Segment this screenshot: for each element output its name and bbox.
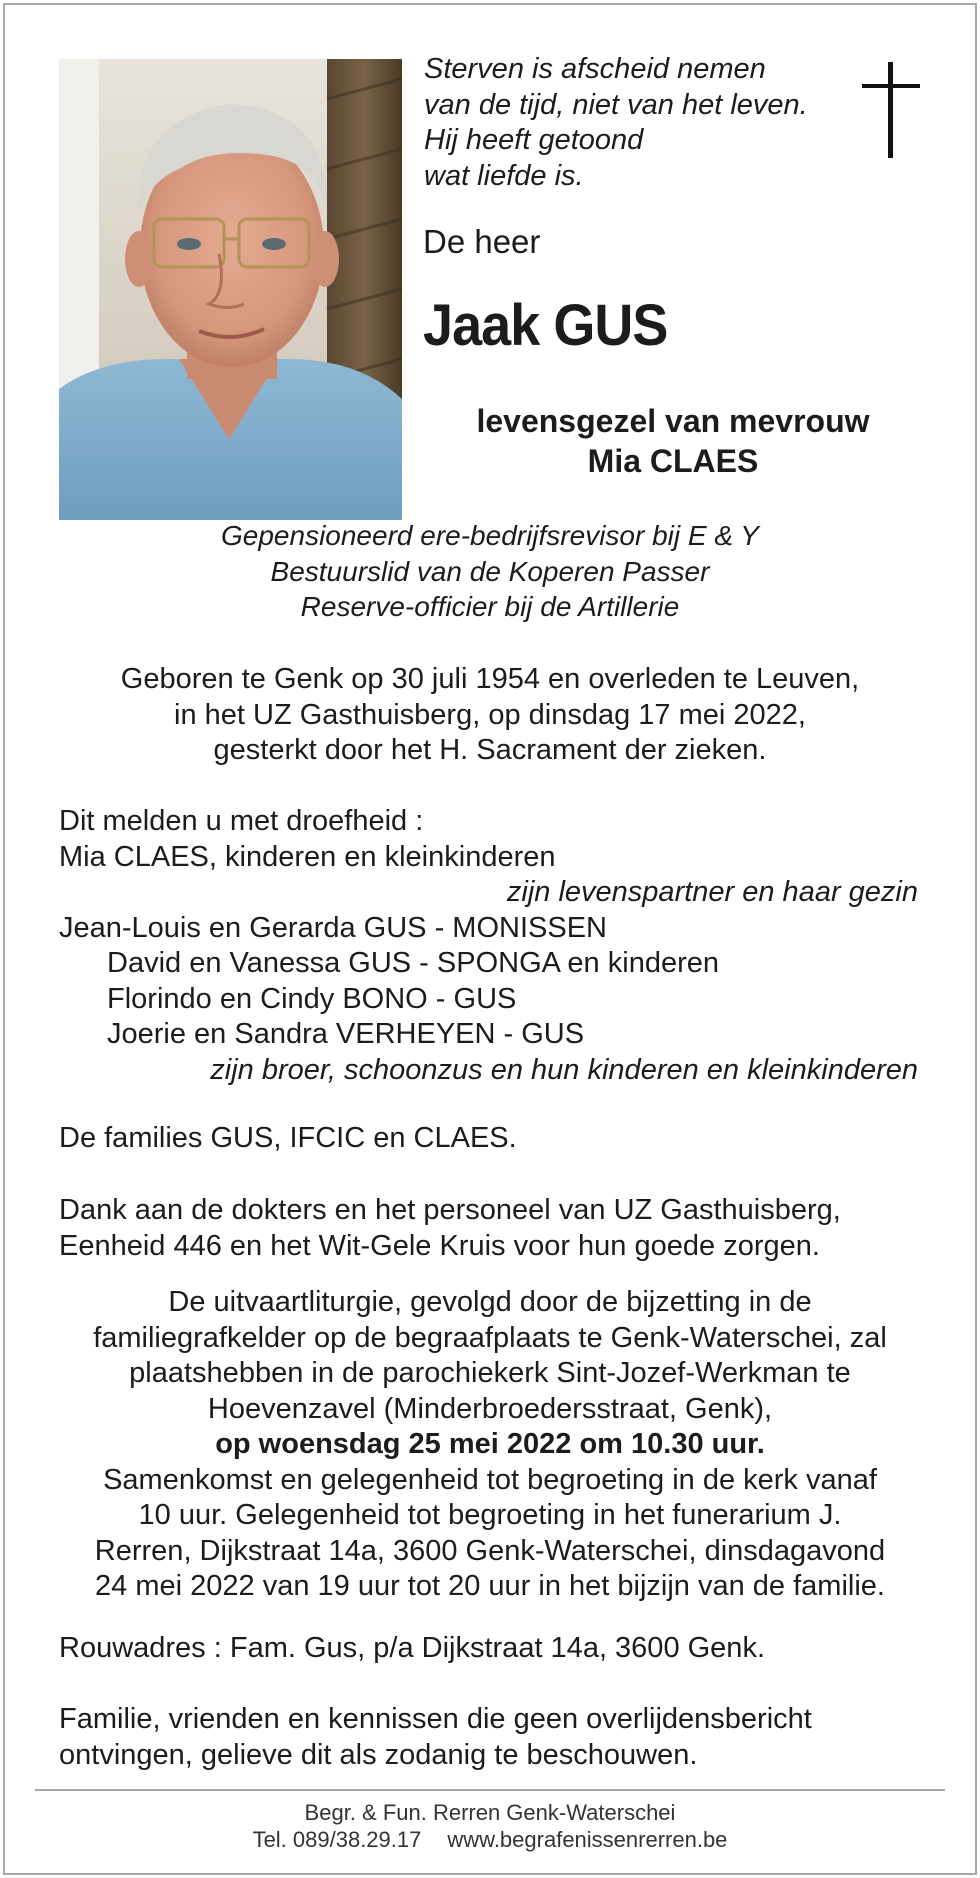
thanks-line: Eenheid 446 en het Wit-Gele Kruis voor hun goede zorgen. [59,1229,820,1262]
mourners-list [59,804,918,1088]
closing-line: ontvingen, gelieve dit als zodanig te beschouwen. [59,1738,698,1771]
mourner-partner: Mia CLAES, kinderen en kleinkinderen [59,840,556,873]
footer-company: Begr. & Fun. Rerren Genk-Waterschei [304,1800,676,1825]
mourner-caption: zijn levenspartner en haar gezin [506,876,918,908]
mourning-address: Rouwadres : Fam. Gus, p/a Dijkstraat 14a, 3600 Genk. [59,1632,765,1664]
footer-phone: Tel. 089/38.29.17 [252,1827,422,1852]
closing-note [59,1702,939,1773]
funeral-line: Samenkomst en gelegenheid tot begroeting in de kerk vanaf [103,1463,877,1496]
birth-death-info [0,662,980,769]
role-line: Bestuurslid van de Koperen Passer [270,555,710,587]
funeral-info [0,1285,980,1605]
funeral-line: De uitvaartliturgie, gevolgd door de bijzetting in de [168,1286,812,1318]
funeral-date: op woensdag 25 mei 2022 om 10.30 uur. [215,1428,765,1460]
mourner-caption: zijn broer, schoonzus en hun kinderen en kleinkinderen [210,1053,918,1086]
mourners-intro: Dit melden u met droefheid : [59,805,424,837]
born-line: in het UZ Gasthuisberg, op dinsdag 17 mei 2022, [174,698,806,731]
mourner-child: Joerie en Sandra VERHEYEN - GUS [107,1018,585,1050]
poem [424,52,808,194]
poem-line: wat liefde is. [424,159,584,192]
thanks-line: Dank aan de dokters en het personeel van UZ Gasthuisberg, [59,1194,841,1226]
funeral-line: 10 uur. Gelegenheid tot begroeting in het funerarium J. [138,1499,842,1531]
partner-info [424,401,922,481]
funeral-line: Rerren, Dijkstraat 14a, 3600 Genk-Waterschei, dinsdagavond [94,1534,886,1567]
honorific: De heer [423,223,541,260]
role-line: Gepensioneerd ere-bedrijfsrevisor bij E & Y [221,520,759,551]
funeral-line: familiegrafkelder op de begraafplaats te Genk-Waterschei, zal [93,1321,887,1354]
portrait-photo [59,59,402,520]
born-line: gesterkt door het H. Sacrament der zieken. [213,734,767,766]
born-line: Geboren te Genk op 30 juli 1954 en overleden te Leuven, [120,663,860,695]
mourner-child: David en Vanessa GUS - SPONGA en kinderen [107,947,719,979]
funeral-line: plaatshebben in de parochiekerk Sint-Jozef-Werkman te [129,1357,851,1389]
partner-line: levensgezel van mevrouw [476,403,870,439]
footer [0,1799,980,1853]
mourner-brother: Jean-Louis en Gerarda GUS - MONISSEN [59,911,607,944]
mourner-child: Florindo en Cindy BONO - GUS [107,982,517,1015]
funeral-line: 24 mei 2022 van 19 uur tot 20 uur in het bijzijn van de familie. [95,1570,885,1602]
closing-line: Familie, vrienden en kennissen die geen overlijdensbericht [59,1703,812,1735]
footer-divider [35,1789,945,1791]
thanks [59,1193,939,1264]
roles [0,518,980,625]
partner-name: Mia CLAES [587,443,759,479]
families: De families GUS, IFCIC en CLAES. [59,1122,517,1154]
footer-website[interactable]: www.begrafenissenrerren.be [447,1827,728,1852]
poem-line: Hij heeft getoond [424,124,644,156]
poem-line: Sterven is afscheid nemen [424,53,766,85]
footer-contact [0,1826,980,1853]
poem-line: van de tijd, niet van het leven. [424,88,808,121]
cross-icon [862,62,920,167]
deceased-name: Jaak GUS [423,293,668,358]
funeral-line: Hoevenzavel (Minderbroedersstraat, Genk), [207,1392,773,1425]
role-line: Reserve-officier bij de Artillerie [300,591,680,622]
